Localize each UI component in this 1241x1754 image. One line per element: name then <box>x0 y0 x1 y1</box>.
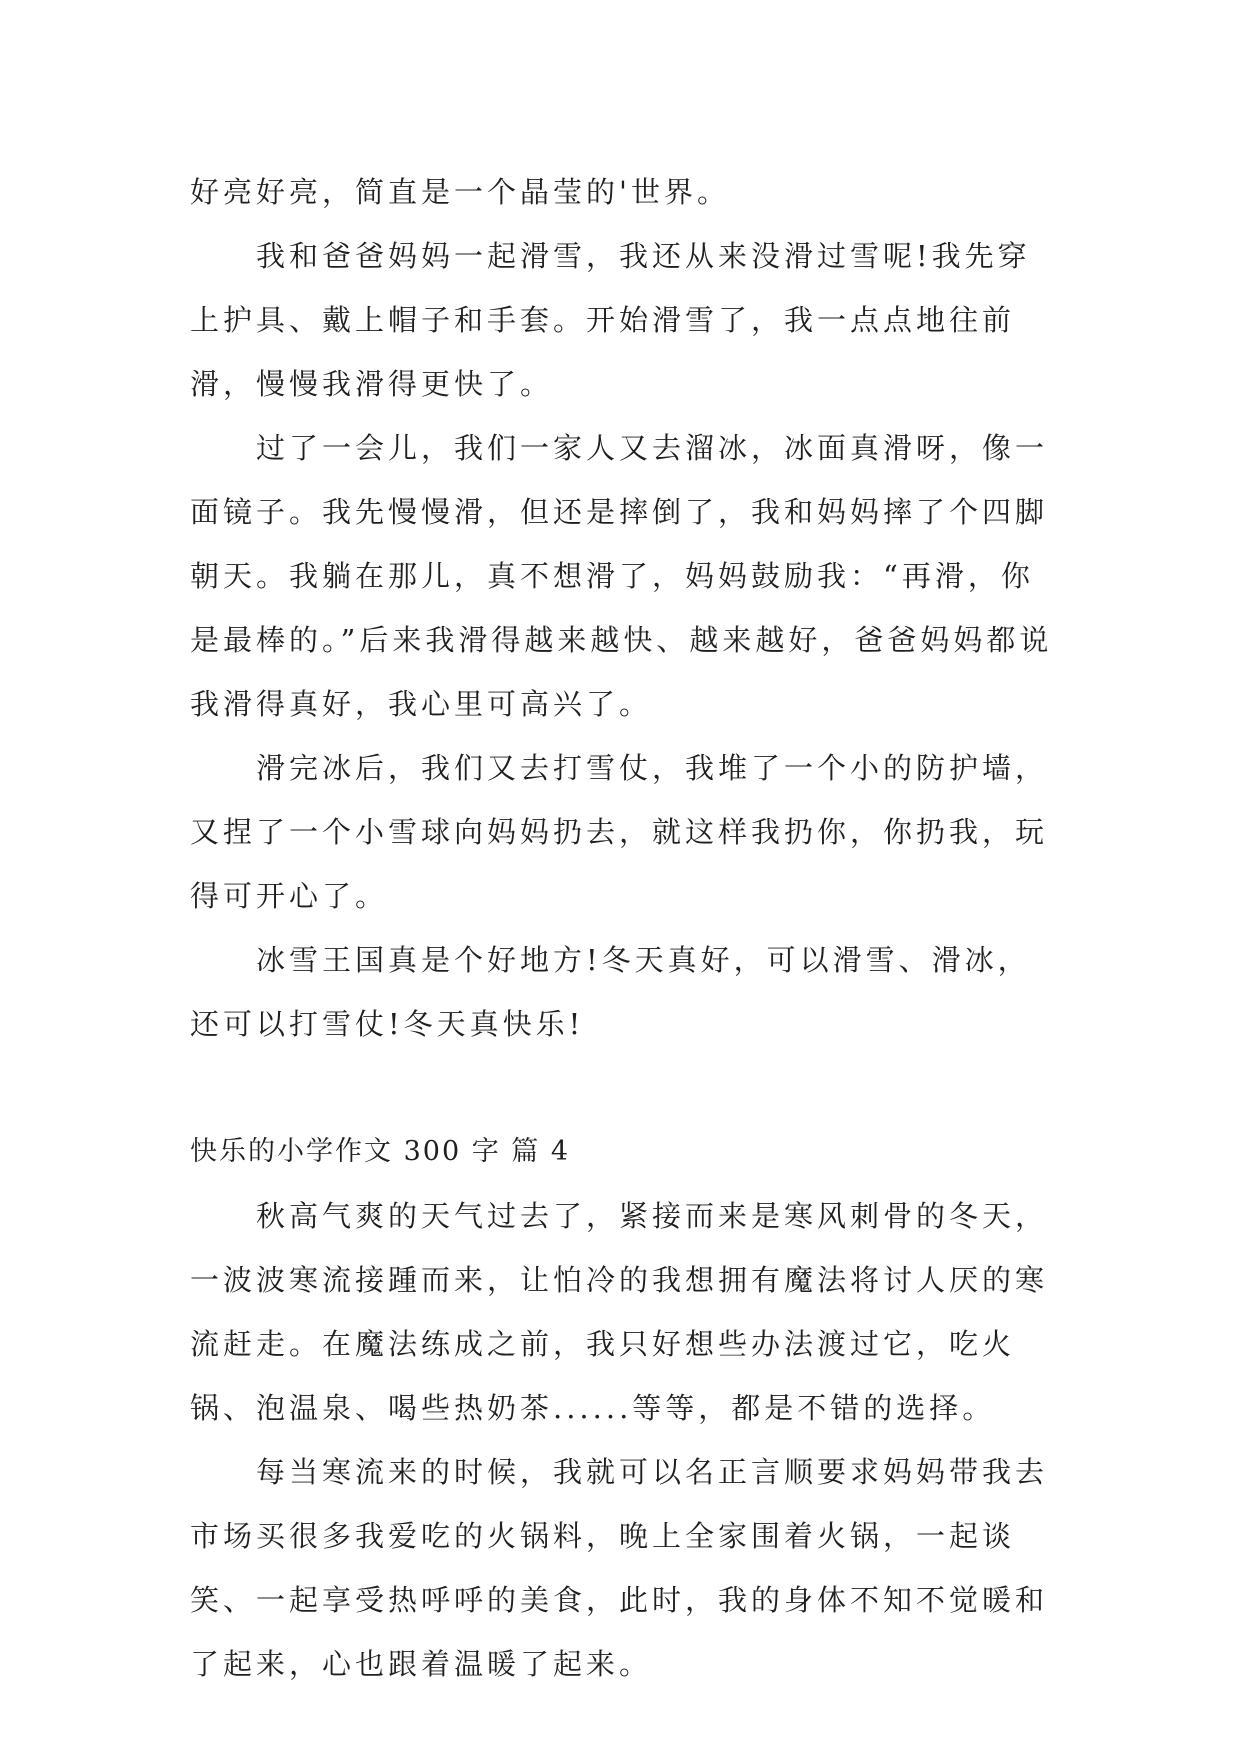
paragraph-skiing: 我和爸爸妈妈一起滑雪，我还从来没滑过雪呢!我先穿上护具、戴上帽子和手套。开始滑雪了，我一点点地往前滑，慢慢我滑得更快了。 <box>190 239 1031 401</box>
paragraph-skating: 过了一会儿，我们一家人又去溜冰，冰面真滑呀，像一面镜子。我先慢慢滑，但还是摔倒了，我和妈妈摔了个四脚朝天。我躺在那儿，真不想滑了，妈妈鼓励我：“再滑，你是最棒的。”后来我滑得越来越快、越来越好，爸爸妈妈都说我滑得真好，我心里可高兴了。 <box>190 431 1053 721</box>
paragraph-winter-intro: 秋高气爽的天气过去了，紧接而来是寒风刺骨的冬天，一波波寒流接踵而来，让怕冷的我想拥有魔法将讨人厌的寒流赶走。在魔法练成之前，我只好想些办法渡过它，吃火锅、泡温泉、喝些热奶茶......等等，都是不错的选择。 <box>190 1199 1049 1425</box>
section-spacer <box>190 1056 1055 1120</box>
paragraph-hotpot: 每当寒流来的时候，我就可以名正言顺要求妈妈带我去市场买很多我爱吃的火锅料，晚上全家围着火锅，一起谈笑、一起享受热呼呼的美食，此时，我的身体不知不觉暖和了起来，心也跟着温暖了起来。 <box>190 1455 1049 1681</box>
paragraph-snowball-fight: 滑完冰后，我们又去打雪仗，我堆了一个小的防护墙，又捏了一个小雪球向妈妈扔去，就这样我扔你，你扔我，玩得可开心了。 <box>190 751 1049 913</box>
document-body <box>190 160 1055 1696</box>
paragraph-continuation: 好亮好亮，简直是一个晶莹的'世界。 <box>190 175 730 209</box>
paragraph-conclusion: 冰雪王国真是个好地方!冬天真好，可以滑雪、滑冰，还可以打雪仗!冬天真快乐! <box>190 943 1031 1041</box>
section-heading: 快乐的小学作文 300 字 篇 4 <box>190 1136 571 1167</box>
